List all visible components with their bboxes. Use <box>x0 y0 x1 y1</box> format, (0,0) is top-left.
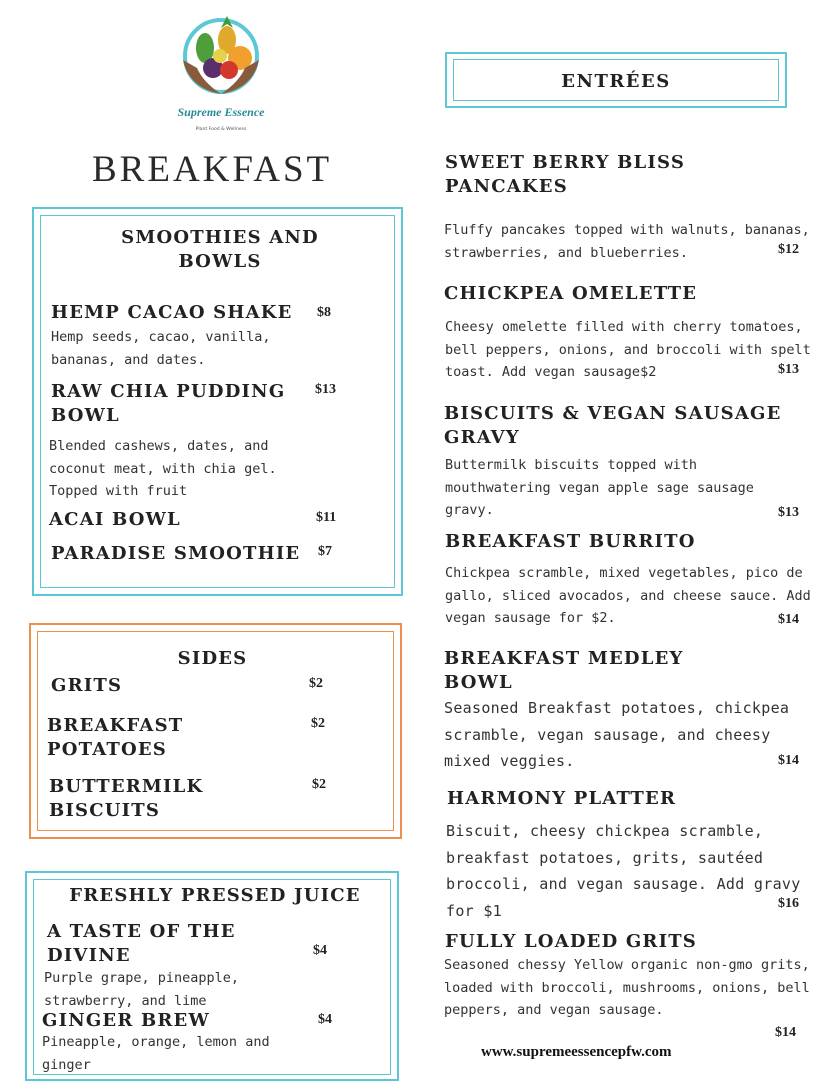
item-name-breakfast-burrito: BREAKFAST BURRITO <box>445 531 696 552</box>
item-desc-breakfast-burrito: Chickpea scramble, mixed vegetables, pico de gallo, sliced avocados, and cheese sauce. Add vegan sausage for $2. <box>445 565 811 626</box>
brand-logo <box>175 10 267 140</box>
item-name-grits: GRITS <box>51 675 123 696</box>
item-price-hemp-cacao-shake: $8 <box>317 305 331 320</box>
smoothies-title: SMOOTHIES AND BOWLS <box>121 227 319 272</box>
item-price-sweet-berry-bliss-pancakes: $12 <box>778 242 799 257</box>
item-name-hemp-cacao-shake: HEMP CACAO SHAKE <box>51 302 293 323</box>
item-name-breakfast-potatoes: BREAKFAST POTATOES <box>47 715 184 760</box>
svg-text:Plant Food & Wellness: Plant Food & Wellness <box>195 127 247 132</box>
entrees-title: ENTRÉES <box>561 71 671 92</box>
item-price-breakfast-medley-bowl: $14 <box>778 753 799 768</box>
item-price-biscuits-vegan-sausage-gravy: $13 <box>778 505 799 520</box>
item-name-acai-bowl: ACAI BOWL <box>49 509 181 530</box>
item-desc-ginger-brew: Pineapple, orange, lemon and ginger <box>42 1034 270 1073</box>
item-name-harmony-platter: HARMONY PLATTER <box>447 788 677 809</box>
item-desc-a-taste-of-the-divine: Purple grape, pineapple, strawberry, and lime <box>44 970 240 1009</box>
svg-text:Supreme Essence: Supreme Essence <box>177 105 265 119</box>
item-price-breakfast-burrito: $14 <box>778 612 799 627</box>
item-name-sweet-berry-bliss-pancakes: SWEET BERRY BLISS PANCAKES <box>445 152 686 197</box>
page-title: BREAKFAST <box>92 149 333 190</box>
item-name-chickpea-omelette: CHICKPEA OMELETTE <box>444 283 698 304</box>
item-price-grits: $2 <box>309 676 323 691</box>
item-desc-raw-chia-pudding-bowl: Blended cashews, dates, and coconut meat, with chia gel. Topped with fruit <box>49 438 277 499</box>
item-desc-sweet-berry-bliss-pancakes: Fluffy pancakes topped with walnuts, bananas, strawberries, and blueberries. <box>444 222 810 261</box>
item-desc-harmony-platter: Biscuit, cheesy chickpea scramble, breakfast potatoes, grits, sautéed broccoli, and vegan sausage. Add gravy for $1 <box>446 822 801 920</box>
item-price-fully-loaded-grits: $14 <box>775 1025 796 1040</box>
item-desc-fully-loaded-grits: Seasoned chessy Yellow organic non-gmo grits, loaded with broccoli, mushrooms, onions, bell peppers, and vegan sausage. <box>444 957 810 1018</box>
item-price-harmony-platter: $16 <box>778 896 799 911</box>
item-name-raw-chia-pudding-bowl: RAW CHIA PUDDING BOWL <box>51 381 286 426</box>
sides-title: SIDES <box>177 648 248 669</box>
item-name-ginger-brew: GINGER BREW <box>42 1010 210 1031</box>
item-name-breakfast-medley-bowl: BREAKFAST MEDLEY BOWL <box>444 648 684 693</box>
item-price-raw-chia-pudding-bowl: $13 <box>315 382 336 397</box>
item-price-acai-bowl: $11 <box>316 510 337 525</box>
website-link[interactable]: www.supremeessencepfw.com <box>481 1044 672 1060</box>
item-price-breakfast-potatoes: $2 <box>311 716 325 731</box>
item-price-chickpea-omelette: $13 <box>778 362 799 377</box>
item-desc-biscuits-vegan-sausage-gravy: Buttermilk biscuits topped with mouthwatering vegan apple sage sausage gravy. <box>445 457 754 518</box>
item-desc-chickpea-omelette: Cheesy omelette filled with cherry tomatoes, bell peppers, onions, and broccoli with spelt toast. Add vegan sausage$2 <box>445 319 811 380</box>
item-desc-breakfast-medley-bowl: Seasoned Breakfast potatoes, chickpea scramble, vegan sausage, and cheesy mixed veggies. <box>444 699 790 770</box>
item-name-buttermilk-biscuits: BUTTERMILK BISCUITS <box>49 776 204 821</box>
item-name-biscuits-vegan-sausage-gravy: BISCUITS & VEGAN SAUSAGE GRAVY <box>444 403 782 448</box>
item-desc-hemp-cacao-shake: Hemp seeds, cacao, vanilla, bananas, and dates. <box>51 329 271 368</box>
item-name-fully-loaded-grits: FULLY LOADED GRITS <box>445 931 698 952</box>
item-price-buttermilk-biscuits: $2 <box>312 777 326 792</box>
item-price-ginger-brew: $4 <box>318 1012 332 1027</box>
item-price-a-taste-of-the-divine: $4 <box>313 943 327 958</box>
item-name-paradise-smoothie: PARADISE SMOOTHIE <box>51 543 301 564</box>
item-price-paradise-smoothie: $7 <box>318 544 332 559</box>
juice-title: FRESHLY PRESSED JUICE <box>69 885 361 906</box>
item-name-a-taste-of-the-divine: A TASTE OF THE DIVINE <box>47 921 236 966</box>
